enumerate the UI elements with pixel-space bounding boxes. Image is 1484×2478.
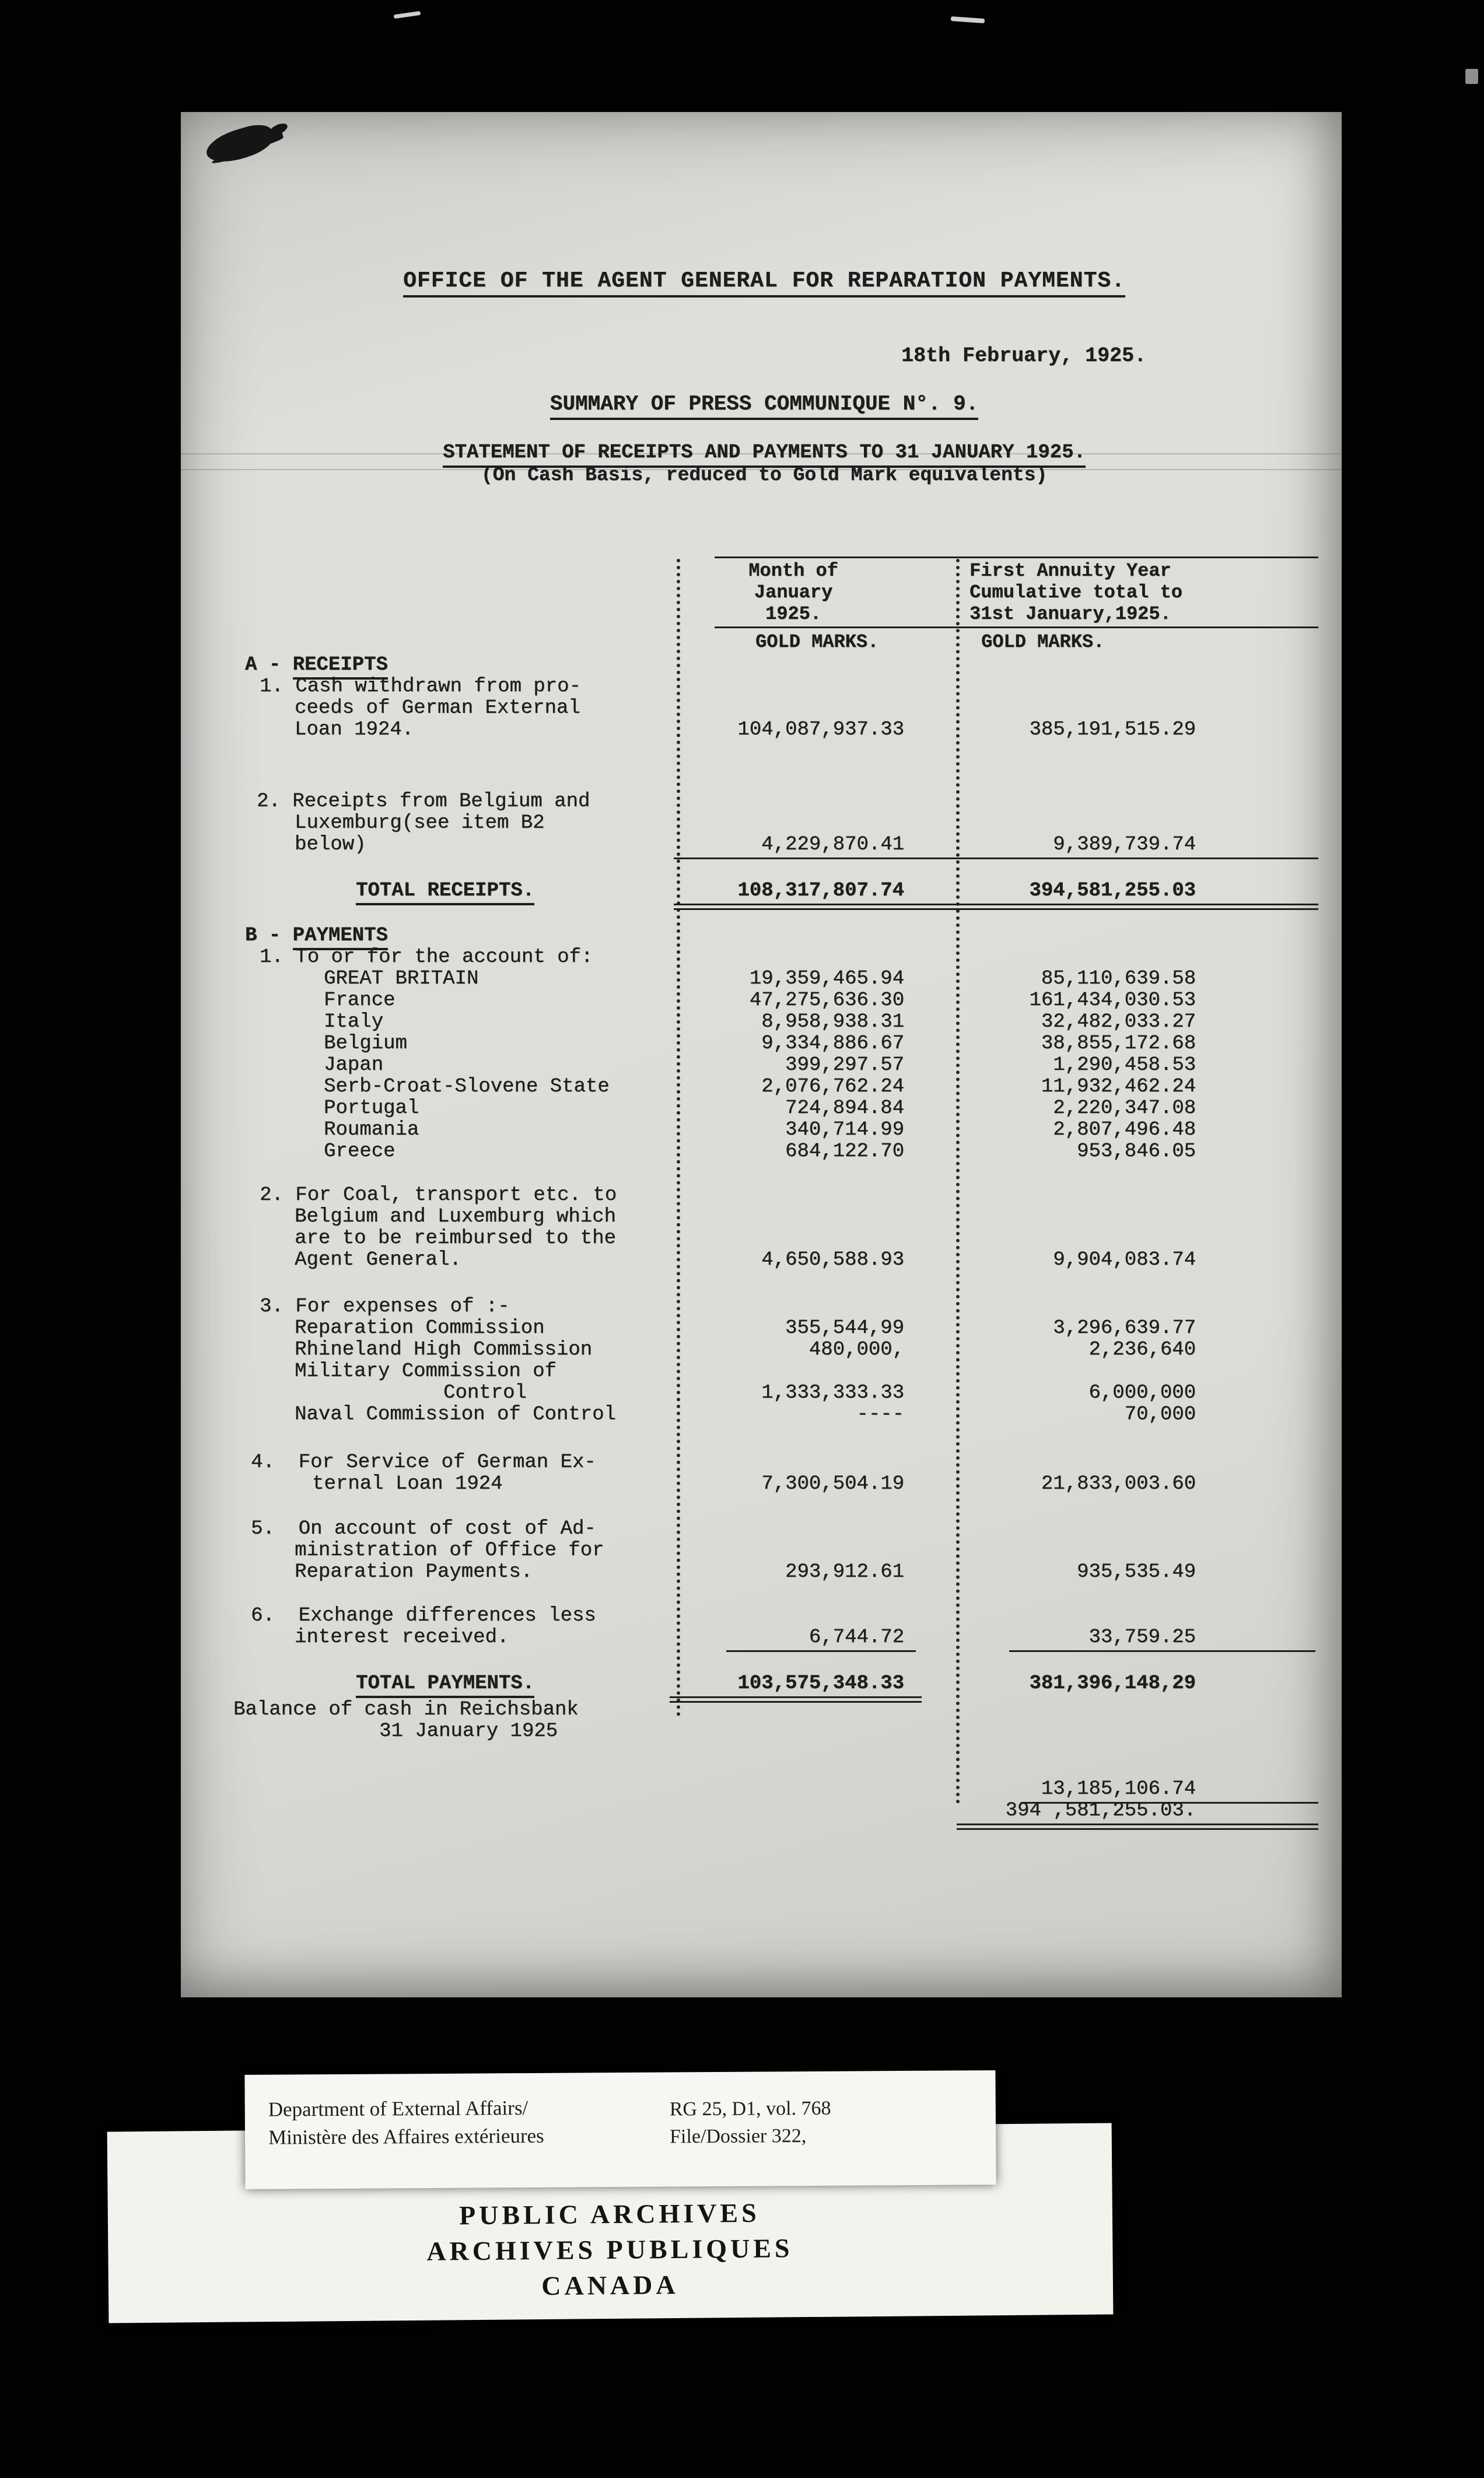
stamp-line: RG 25, D1, vol. 768: [669, 2097, 831, 2120]
table-rule-top: [715, 556, 1318, 558]
value-january: 104,087,937.33: [737, 719, 904, 741]
value-cumulative: 381,396,148,29: [1029, 1672, 1196, 1695]
value-cumulative: 85,110,639.58: [1041, 968, 1196, 990]
value-cumulative: 2,220,347.08: [1053, 1097, 1196, 1119]
line-label: 31 January 1925: [379, 1720, 558, 1742]
column-header-line: Month of: [748, 560, 838, 582]
value-cumulative: 11,932,462.24: [1041, 1076, 1196, 1098]
statement-line: [233, 654, 1318, 676]
value-cumulative: 38,855,172.68: [1041, 1032, 1196, 1055]
statement-line: [233, 925, 1318, 947]
department-stamp-reference: [653, 2071, 831, 2187]
line-label: [233, 880, 534, 902]
line-label: France: [324, 989, 396, 1012]
statement-line: [233, 1800, 1318, 1822]
statement-line: [233, 1361, 1318, 1382]
line-label: ceeds of German External: [295, 697, 580, 719]
line-label: 4. For Service of German Ex-: [251, 1451, 596, 1474]
value-january: 340,714.99: [785, 1119, 904, 1141]
line-label: A - RECEIPTS: [233, 654, 388, 676]
value-cumulative: 33,759.25: [1088, 1626, 1196, 1648]
value-january: 9,334,886.67: [761, 1032, 904, 1055]
value-cumulative: 161,434,030.53: [1029, 989, 1196, 1012]
line-label: Roumania: [324, 1119, 419, 1141]
statement-rule: [957, 1824, 1318, 1830]
line-label: Reparation Commission: [295, 1317, 545, 1339]
value-cumulative: 1,290,458.53: [1053, 1054, 1196, 1076]
document-header: [236, 268, 1292, 298]
line-label: Naval Commission of Control: [295, 1404, 616, 1426]
line-label: Military Commission of: [295, 1360, 556, 1382]
line-label: 1. Cash withdrawn from pro-: [260, 676, 581, 698]
value-january: 684,122.70: [785, 1140, 904, 1163]
value-january: 2,076,762.24: [761, 1076, 904, 1098]
unit-label-cumulative: GOLD MARKS.: [981, 631, 1105, 653]
line-label: 6. Exchange differences less: [251, 1605, 596, 1627]
film-artifact: [951, 16, 985, 23]
line-label: 3. For expenses of :-: [260, 1296, 510, 1318]
statement-line: [233, 1119, 1318, 1141]
film-artifact: [1465, 69, 1478, 84]
line-label: ternal Loan 1924: [312, 1473, 503, 1495]
line-label: below): [295, 834, 366, 856]
column-header-line: 31st January,1925.: [970, 603, 1171, 625]
statement-line: [233, 968, 1318, 990]
value-january: 724,894.84: [785, 1097, 904, 1119]
value-january: 293,912.61: [785, 1561, 904, 1583]
value-cumulative: 9,389,739.74: [1053, 834, 1196, 856]
value-cumulative: 32,482,033.27: [1041, 1011, 1196, 1033]
value-january: 8,958,938.31: [761, 1011, 904, 1033]
column-header-line: Cumulative total to: [970, 582, 1182, 603]
value-cumulative: 3,296,639.77: [1053, 1317, 1196, 1339]
value-cumulative: 953,846.05: [1076, 1140, 1196, 1163]
value-january: 108,317,807.74: [737, 880, 904, 902]
statement-line: [233, 1699, 1318, 1721]
line-label-underlined: TOTAL RECEIPTS.: [356, 880, 534, 905]
line-label: Balance of cash in Reichsbank: [233, 1699, 579, 1721]
statement-line: [233, 947, 1318, 968]
statement-line: [233, 1098, 1318, 1119]
column-header-line: 1925.: [765, 603, 821, 625]
value-cumulative: 935,535.49: [1076, 1561, 1196, 1583]
line-label: Greece: [324, 1140, 396, 1163]
value-january: 480,000,: [808, 1339, 904, 1361]
value-january: 4,229,870.41: [761, 834, 904, 856]
statement-line: [233, 676, 1318, 698]
page-title: OFFICE OF THE AGENT GENERAL FOR REPARATION PAYMENTS.: [403, 268, 1125, 298]
line-label: ministration of Office for: [295, 1539, 604, 1562]
statement-line: [233, 880, 1318, 902]
statement-line: [233, 990, 1318, 1012]
line-label: Control: [443, 1382, 527, 1404]
line-label: 2. Receipts from Belgium and: [257, 790, 590, 813]
line-label: Italy: [324, 1011, 384, 1033]
statement-line: [233, 1318, 1318, 1339]
stamp-line: File/Dossier 322,: [669, 2125, 807, 2148]
line-label: interest received.: [295, 1626, 509, 1648]
line-label: [233, 1673, 534, 1695]
statement-line: [233, 1012, 1318, 1033]
value-january: 6,744.72: [808, 1626, 904, 1648]
value-cumulative: 21,833,003.60: [1041, 1473, 1196, 1495]
value-january: 4,650,588.93: [761, 1249, 904, 1271]
statement-lines: [233, 649, 1318, 1822]
statement-line: [233, 719, 1318, 741]
value-january: 19,359,465.94: [749, 968, 904, 990]
statement-line: [233, 813, 1318, 834]
line-label: Portugal: [324, 1097, 419, 1119]
line-label: B - PAYMENTS: [233, 925, 388, 947]
stamp-line: ARCHIVES PUBLIQUES: [426, 2233, 793, 2266]
statement-line: [233, 1339, 1318, 1361]
statement-line: [233, 698, 1318, 719]
line-label-underlined: RECEIPTS: [293, 654, 388, 680]
value-cumulative: 2,807,496.48: [1053, 1119, 1196, 1141]
stamp-line: Ministère des Affaires extérieures: [268, 2124, 544, 2149]
document-page: [181, 112, 1342, 1997]
statement-line: [233, 1673, 1318, 1695]
statement-subtitle-row: [236, 464, 1292, 486]
statement-line: [233, 1228, 1318, 1250]
value-january: ----: [856, 1404, 904, 1426]
statement-line: [233, 1562, 1318, 1583]
statement-rule: [674, 904, 1318, 910]
statement-subtitle: (On Cash Basis, reduced to Gold Mark equivalents): [481, 464, 1048, 486]
statement-line: [233, 791, 1318, 813]
value-january: 355,544,99: [785, 1317, 904, 1339]
line-label: Serb-Croat-Slovene State: [324, 1076, 610, 1098]
value-cumulative: 394 ,581,255.03.: [1005, 1800, 1196, 1822]
statement-line: [233, 1055, 1318, 1076]
value-cumulative: 9,904,083.74: [1053, 1249, 1196, 1271]
statement-title: STATEMENT OF RECEIPTS AND PAYMENTS TO 31 JANUARY 1925.: [443, 442, 1086, 468]
statement-line: [233, 1779, 1318, 1800]
department-stamp-names: [244, 2073, 653, 2189]
statement-rule: [233, 1650, 1318, 1652]
column-header-cumulative: [970, 560, 1247, 625]
value-cumulative: 394,581,255.03: [1029, 880, 1196, 902]
value-january: 7,300,504.19: [761, 1473, 904, 1495]
line-label-underlined: PAYMENTS: [293, 925, 388, 950]
value-cumulative: 2,236,640: [1088, 1339, 1196, 1361]
value-january: 47,275,636.30: [749, 989, 904, 1012]
line-label: Agent General.: [295, 1249, 461, 1271]
statement-line: [233, 1250, 1318, 1271]
line-label: Japan: [324, 1054, 384, 1076]
line-label: 2. For Coal, transport etc. to: [260, 1184, 617, 1206]
statement-line: [233, 1206, 1318, 1228]
line-label: Loan 1924.: [295, 719, 414, 741]
statement-rule: [674, 858, 1318, 859]
statement-line: [233, 1296, 1318, 1318]
line-label: Luxemburg(see item B2: [295, 812, 545, 834]
communique-heading: SUMMARY OF PRESS COMMUNIQUE N°. 9.: [550, 392, 979, 420]
statement-line: [233, 1518, 1318, 1540]
statement-line: [233, 1721, 1318, 1742]
statement-line: [233, 1540, 1318, 1562]
column-header-january: [703, 560, 884, 625]
statement-line: [233, 1605, 1318, 1627]
line-label-underlined: TOTAL PAYMENTS.: [356, 1672, 534, 1698]
stamp-line: CANADA: [541, 2269, 679, 2301]
value-january: 1,333,333.33: [761, 1382, 904, 1404]
statement-line: [233, 834, 1318, 856]
line-label: 1. To or for the account of:: [260, 946, 593, 968]
value-cumulative: 13,185,106.74: [1041, 1778, 1196, 1800]
statement-line: [233, 1076, 1318, 1098]
line-label: GREAT BRITAIN: [324, 968, 479, 990]
column-header-line: First Annuity Year: [970, 560, 1171, 582]
value-cumulative: 6,000,000: [1088, 1382, 1196, 1404]
value-january: 103,575,348.33: [737, 1672, 904, 1695]
stamp-line: Department of External Affairs/: [268, 2096, 528, 2121]
value-january: 399,297.57: [785, 1054, 904, 1076]
column-header-line: January: [754, 582, 833, 603]
line-label: are to be reimbursed to the: [295, 1227, 616, 1250]
statement-line: [233, 1452, 1318, 1474]
statement-line: [233, 1141, 1318, 1163]
department-stamp: [244, 2070, 996, 2189]
line-label: 5. On account of cost of Ad-: [251, 1518, 596, 1540]
film-artifact: [394, 11, 421, 19]
unit-label-january: GOLD MARKS.: [755, 631, 879, 653]
statement-line: [233, 1033, 1318, 1055]
ink-smudge: [202, 120, 276, 168]
statement-line: [233, 1404, 1318, 1426]
line-label: Rhineland High Commission: [295, 1339, 593, 1361]
table-rule-mid: [715, 626, 1318, 628]
communique-heading-row: [236, 392, 1292, 420]
line-label: Belgium: [324, 1032, 407, 1055]
statement-line: [233, 1185, 1318, 1206]
value-cumulative: 70,000: [1124, 1404, 1196, 1426]
stamp-line: PUBLIC ARCHIVES: [459, 2197, 760, 2231]
statement-line: [233, 1474, 1318, 1495]
public-archives-stamp: [248, 2193, 972, 2306]
statement-line: [233, 1627, 1318, 1648]
line-label: Reparation Payments.: [295, 1561, 533, 1583]
line-label: Belgium and Luxemburg which: [295, 1206, 616, 1228]
document-date: 18th February, 1925.: [901, 344, 1147, 368]
value-cumulative: 385,191,515.29: [1029, 719, 1196, 741]
statement-line: [233, 1382, 1318, 1404]
